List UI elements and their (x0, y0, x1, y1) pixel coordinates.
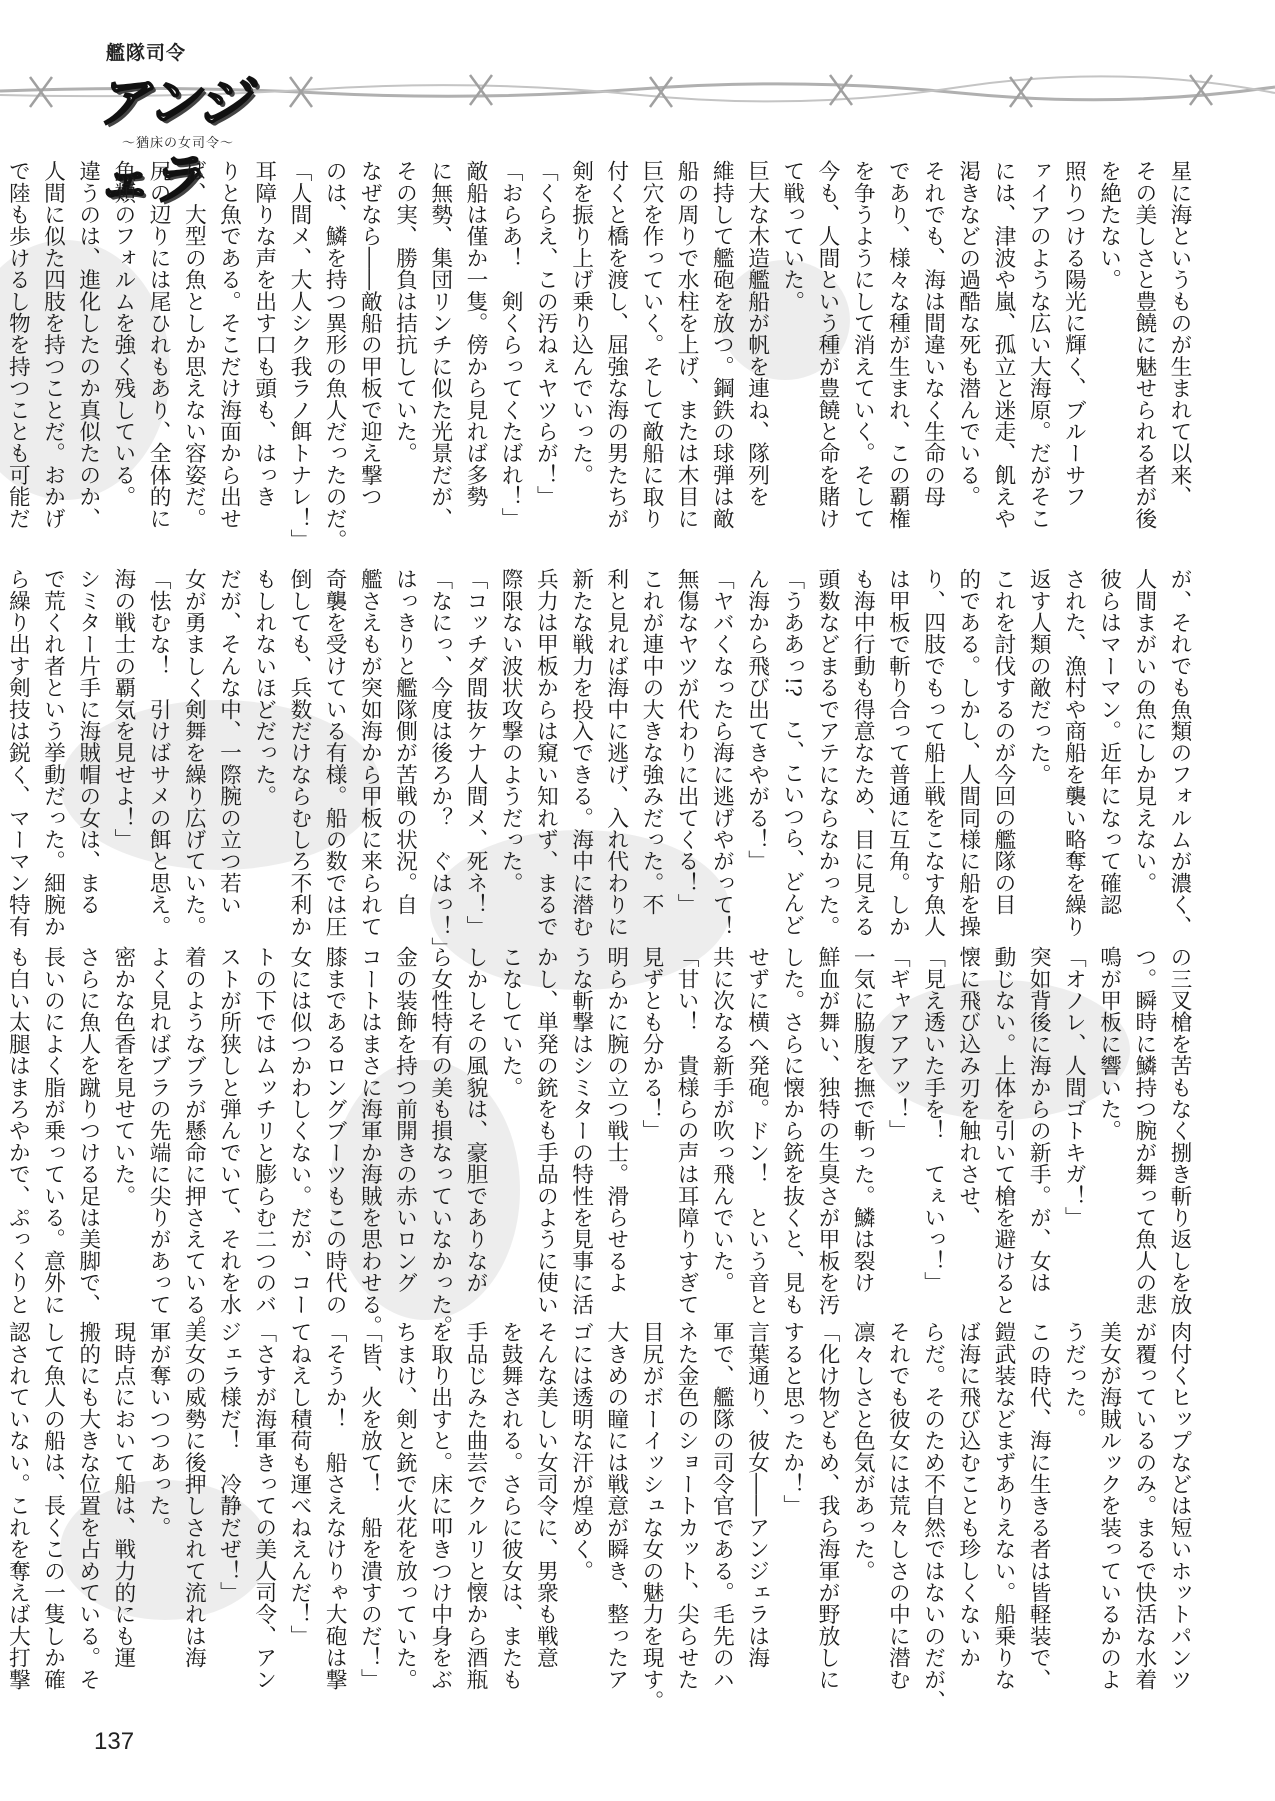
text-column: トの下ではムッチリと膨らむ二つのバ (251, 946, 277, 1315)
text-column: 女には似つかわしくない。だが、コー (286, 946, 312, 1315)
text-column: ら女性特有の美も損なっていなかった。 (427, 946, 453, 1337)
logo-subtitle: 艦隊司令 (106, 42, 187, 64)
text-column: 敵船は僅か一隻。傍から見れば多勢 (462, 160, 488, 508)
text-column: も白い太腿はまろやかで、ぷっくりと (5, 946, 31, 1315)
text-column: これを討伐するのが今回の艦隊の目 (990, 568, 1016, 916)
text-tier-3 (5, 946, 1197, 1337)
text-column: 尻の辺りには尾ひれもあり、全体的に (146, 160, 172, 529)
text-column: 奇襲を受けている有様。船の数では圧 (322, 568, 348, 937)
text-tier-2 (5, 568, 1197, 959)
text-column: 「オノレ、人間ゴトキガ！」 (1061, 946, 1087, 1229)
text-column: しかしその風貌は、豪胆でありなが (462, 946, 488, 1294)
text-column: が覆っているのみ。まるで快活な水着 (1131, 1321, 1157, 1690)
text-column: 照りつける陽光に輝く、ブルーサフ (1061, 160, 1087, 508)
text-column: 「見え透いた手を！ てぇいっ！」 (920, 946, 946, 1294)
text-column: 目尻がボーイッシュな女の魅力を現す。 (638, 1321, 664, 1712)
text-column: 巨穴を作っていく。そして敵船に取り (638, 160, 664, 529)
text-column: 密かな色香を見せていた。 (110, 946, 136, 1207)
text-column: 懐に飛び込み刃を触れさせ、 (955, 946, 981, 1229)
text-column: を争うようにして消えていく。そして (850, 160, 876, 529)
text-column: 一気に脇腹を撫で斬った。鱗は裂け (850, 946, 876, 1294)
text-column: 船の周りで水柱を上げ、または木目に (674, 160, 700, 529)
text-column: 艦さえもが突如海から甲板に来られて (357, 568, 383, 937)
text-column: そんな美しい女司令に、男衆も戦意 (533, 1321, 559, 1669)
text-column: ァイアのような広い大海原。だがそこ (1026, 160, 1052, 529)
text-column: 今も、人間という種が豊饒と命を賭け (814, 160, 840, 529)
text-column: 共に次なる新手が吹っ飛んでいた。 (709, 946, 735, 1294)
text-column: さらに魚人を蹴りつける足は美脚で、 (75, 946, 101, 1315)
text-column: 美女が海賊ルックを装っているかのよ (1096, 1321, 1122, 1690)
text-column: 着のようなブラが懸命に押さえている。 (181, 946, 207, 1337)
text-column: 現時点において船は、戦力的にも運 (110, 1321, 136, 1669)
text-column: 彼らはマーマン。近年になって確認 (1096, 568, 1122, 916)
text-column: を鼓舞される。さらに彼女は、またも (498, 1321, 524, 1690)
text-column: された、漁村や商船を襲い略奪を繰り (1061, 568, 1087, 937)
text-tier-4 (5, 1321, 1197, 1712)
text-column: 渇きなどの過酷な死も潜んでいる。 (955, 160, 981, 508)
text-column: 「怯むな！ 引けばサメの餌と思え。 (146, 568, 172, 937)
text-column: 凛々しさと色気があった。 (850, 1321, 876, 1582)
text-column: よく見ればブラの先端に尖りがあって (146, 946, 172, 1315)
text-column: その実、勝負は拮抗していた。 (392, 160, 418, 464)
text-column: 違うのは、進化したのか真似たのか、 (75, 160, 101, 529)
text-column: を絶たない。 (1096, 160, 1122, 291)
text-column: 兵力は甲板からは窺い知れず、まるで (533, 568, 559, 937)
text-column: 動じない。上体を引いて槍を避けると (990, 946, 1016, 1315)
text-column: シミター片手に海賊帽の女は、まる (75, 568, 101, 916)
text-column: 搬的にも大きな位置を占めている。そ (75, 1321, 101, 1690)
text-column: ば海に飛び込むことも珍しくないか (955, 1321, 981, 1669)
series-logo (88, 34, 263, 211)
text-column: り、四肢でもって船上戦をこなす魚人 (920, 568, 946, 937)
text-column: それでも彼女には荒々しさの中に潜む (885, 1321, 911, 1690)
text-column: はっきりと艦隊側が苦戦の状況。自 (392, 568, 418, 916)
logo-title: アンジェラ (96, 70, 249, 211)
text-column: かし、単発の銃をも手品のように使い (533, 946, 559, 1315)
text-column: 維持して艦砲を放つ。鋼鉄の球弾は敵 (709, 160, 735, 529)
logo-tagline: 〜猶床の女司令〜 (122, 136, 235, 151)
text-column: 長いのによく脂が乗っている。意外に (40, 946, 66, 1315)
text-column: の三叉槍を苦もなく捌き斬り返しを放 (1167, 946, 1192, 1315)
text-column: 「皆、火を放て！ 船を潰すのだ！」 (357, 1321, 383, 1690)
text-column: その美しさと豊饒に魅せられる者が後 (1131, 160, 1157, 529)
text-column: 肉付くヒップなどは短いホットパンツ (1167, 1321, 1192, 1690)
text-column: 「ギャアアアッ！」 (885, 946, 911, 1142)
text-column: 軍で、艦隊の司令官である。毛先のハ (709, 1321, 735, 1690)
text-column: ストが所狭しと弾んでいて、それを水 (216, 946, 242, 1315)
text-column: もしれないほどだった。 (251, 568, 277, 807)
text-column: 魚類のフォルムを強く残している。 (110, 160, 136, 508)
text-column: 無傷なヤツが代わりに出てくる！」 (674, 568, 700, 916)
text-column: て戦っていた。 (779, 160, 805, 312)
text-column: で陸も歩けるし物を持つことも可能だ (5, 160, 31, 529)
text-column: 金の装飾を持つ前開きの赤いロング (392, 946, 418, 1294)
text-column: 新たな戦力を投入できる。海中に潜む (568, 568, 594, 937)
text-column: 認されていない。これを奪えば大打撃 (5, 1321, 31, 1690)
text-column: 際限ない波状攻撃のようだった。 (498, 568, 524, 894)
text-column: 「さすが海軍きっての美人司令、アン (251, 1321, 277, 1690)
text-column: は甲板で斬り合って普通に互角。しか (885, 568, 911, 937)
text-column: した。さらに懐から銃を抜くと、見も (779, 946, 805, 1315)
text-column: 「人間メ、大人シク我ラノ餌トナレ！」 (286, 160, 312, 551)
text-column: りと魚である。そこだけ海面から出せ (216, 160, 242, 529)
text-column: 突如背後に海からの新手。が、女は (1026, 946, 1052, 1294)
text-column: 巨大な木造艦船が帆を連ね、隊列を (744, 160, 770, 508)
text-column: 美女の威勢に後押しされて流れは海 (181, 1321, 207, 1669)
text-column: なぜなら――敵船の甲板で迎え撃つ (357, 160, 383, 508)
text-column: 大きめの瞳には戦意が瞬き、整ったア (603, 1321, 629, 1690)
text-column: らだ。そのため不自然ではないのだが、 (920, 1321, 946, 1712)
text-column: ジェラ様だ！ 冷静だぜ！」 (216, 1321, 242, 1604)
text-column: 利と見れば海中に逃げ、入れ代わりに (603, 568, 629, 937)
text-column: 剣を振り上げ乗り込んでいった。 (568, 160, 594, 486)
text-column: それでも、海は間違いなく生命の母 (920, 160, 946, 508)
text-column: 星に海というものが生まれて以来、 (1167, 160, 1192, 508)
text-column: で荒くれ者という挙動だった。細腕か (40, 568, 66, 937)
text-column: ん海から飛び出てきやがる！」 (744, 568, 770, 872)
text-tier-1 (5, 160, 1197, 600)
text-column: こなしていた。 (498, 946, 524, 1098)
text-column: 「おらあ！ 剣くらってくたばれ！」 (498, 160, 524, 529)
text-column: ゴには透明な汗が煌めく。 (568, 1321, 594, 1582)
text-column: コートはまさに海軍か海賊を思わせる。 (357, 946, 383, 1337)
text-column: すると思ったか！」 (779, 1321, 805, 1517)
text-column: 海の戦士の覇気を見せよ！」 (110, 568, 136, 851)
text-column: に無勢、集団リンチに似た光景だが、 (427, 160, 453, 529)
text-column: 膝まであるロングブーツもこの時代の (322, 946, 348, 1315)
text-column: 「コッチダ間抜ケナ人間メ、死ネ！」 (462, 568, 488, 937)
text-column: を取り出すと。床に叩きつけ中身をぶ (427, 1321, 453, 1690)
text-column: ネた金色のショートカット、尖らせた (674, 1321, 700, 1690)
text-column: も海中行動も得意なため、目に見える (850, 568, 876, 937)
text-column: 「くらえ、この汚ねぇヤツらが！」 (533, 160, 559, 508)
text-column: つ。瞬時に鱗持つ腕が舞って魚人の悲 (1131, 946, 1157, 1315)
text-column: 鮮血が舞い、独特の生臭さが甲板を汚 (814, 946, 840, 1315)
text-column: 女が勇ましく剣舞を繰り広げていた。 (181, 568, 207, 937)
text-column: のは、鱗を持つ異形の魚人だったのだ。 (322, 160, 348, 551)
text-column: うだった。 (1061, 1321, 1087, 1430)
text-column: 鎧武装などまずありえない。船乗りな (990, 1321, 1016, 1690)
text-column: 鳴が甲板に響いた。 (1096, 946, 1122, 1142)
text-column: せずに横へ発砲。ドン！ という音と (744, 946, 770, 1315)
text-column: この時代、海に生きる者は皆軽装で、 (1026, 1321, 1052, 1690)
text-column: ば、大型の魚としか思えない容姿だ。 (181, 160, 207, 529)
text-column: ら繰り出す剣技は鋭く、マーマン特有 (5, 568, 31, 937)
text-column: 明らかに腕の立つ戦士。滑らせるよ (603, 946, 629, 1294)
text-column: 耳障りな声を出す口も頭も、はっき (251, 160, 277, 508)
text-column: 軍が奪いつつあった。 (146, 1321, 172, 1538)
text-column: 的である。しかし、人間同様に船を操 (955, 568, 981, 937)
text-column: 頭数などまるでアテにならなかった。 (814, 568, 840, 937)
text-column: 「ヤバくなったら海に逃げやがって！ (709, 568, 735, 937)
text-column: して魚人の船は、長くこの一隻しか確 (40, 1321, 66, 1690)
text-column: 返す人類の敵だった。 (1026, 568, 1052, 785)
page-number: 137 (94, 1728, 135, 1755)
text-column: だが、そんな中、一際腕の立つ若い (216, 568, 242, 916)
text-column: 言葉通り、彼女――アンジェラは海 (744, 1321, 770, 1669)
text-column: 見ずとも分かる！」 (638, 946, 664, 1142)
text-column: 人間に似た四肢を持つことだ。おかげ (40, 160, 66, 529)
text-column: これが連中の大きな強みだった。不 (638, 568, 664, 916)
text-column: 「そうか！ 船さえなけりゃ大砲は撃 (322, 1321, 348, 1690)
text-column: 「化け物どもめ、我ら海軍が野放しに (814, 1321, 840, 1690)
text-column: が、それでも魚類のフォルムが濃く、 (1167, 568, 1192, 937)
text-column: ちまけ、剣と銃で火花を放っていた。 (392, 1321, 418, 1690)
text-column: 付くと橋を渡し、屈強な海の男たちが (603, 160, 629, 529)
text-column: 「甘い！ 貴様らの声は耳障りすぎて (674, 946, 700, 1315)
text-column: 「なにっ、今度は後ろか？ ぐはっ！」 (427, 568, 453, 959)
text-column: 人間まがいの魚にしか見えない。 (1131, 568, 1157, 894)
text-column: には、津波や嵐、孤立と迷走、飢えや (990, 160, 1016, 529)
text-column: 手品じみた曲芸でクルリと懐から酒瓶 (462, 1321, 488, 1690)
text-column: 「うああっ!? こ、こいつら、どんど (779, 568, 805, 936)
text-column: うな斬撃はシミターの特性を見事に活 (568, 946, 594, 1315)
text-column: 倒しても、兵数だけならむしろ不利か (286, 568, 312, 937)
text-column: てねえし積荷も運べねえんだ！」 (286, 1321, 312, 1647)
text-column: であり、様々な種が生まれ、この覇権 (885, 160, 911, 529)
